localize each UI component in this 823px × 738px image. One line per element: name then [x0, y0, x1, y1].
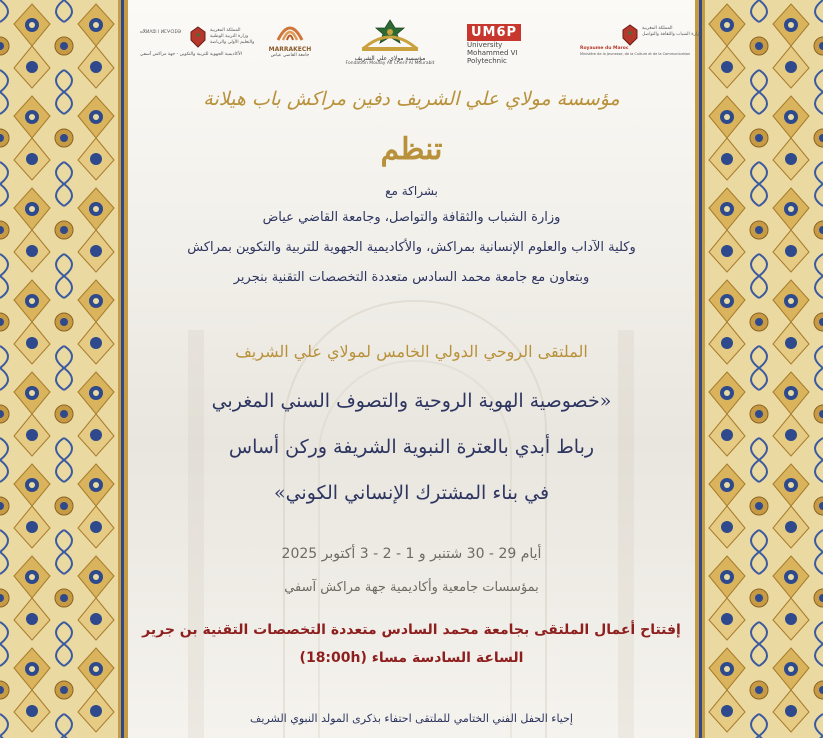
foundation-logo	[340, 18, 440, 66]
marrakech-label: MARRAKECH	[268, 46, 312, 53]
ministry-right-line: Ministère de la Jeunesse, de la Culture et de la Communication	[580, 52, 691, 56]
ministry-left-line: ⴰⴳⵍⴷⵓⵏ ⵏ ⵍⵎⵖⵔⵉⴱ	[140, 30, 182, 35]
event-venues: بمؤسسات جامعية وأكاديمية جهة مراكش آسفي	[284, 580, 539, 595]
event-dates: أيام 29 - 30 شتنبر و 1 - 2 - 3 أكتوبر 2025	[281, 546, 542, 562]
marrakech-arch-icon	[275, 18, 305, 42]
left-ornamental-border	[0, 0, 128, 738]
theme-line: «خصوصية الهوية الروحية والتصوف السني المغربي	[211, 390, 612, 412]
logos-row	[140, 18, 702, 68]
um6p-sub-line: University	[467, 41, 503, 49]
right-ornamental-border	[695, 0, 823, 738]
partners-line: وبتعاون مع جامعة محمد السادس متعددة التخصصات التقنية بنجرير	[233, 270, 590, 285]
partners-line: وكلية الآداب والعلوم الإنسانية بمراكش، والأكاديمية الجهوية للتربية والتكوين بمراكش	[187, 240, 636, 255]
partners-line: وزارة الشباب والثقافة والتواصل، وجامعة القاضي عياض	[262, 210, 561, 225]
ministry-left-line: والتعليم الأولي والرياضة	[210, 40, 255, 45]
partners-intro: بشراكة مع	[385, 184, 438, 198]
left-border-pattern	[0, 0, 128, 738]
organizer-title: مؤسسة مولاي علي الشريف دفين مراكش باب هيلانة	[203, 88, 620, 110]
um6p-sub-line: Mohammed VI	[467, 49, 518, 57]
cadi-ayyad-logo	[268, 18, 312, 66]
theme-line: رباط أبدي بالعترة النبوية الشريفة وركن أساس	[228, 436, 595, 458]
um6p-wordmark: UM6P	[467, 24, 521, 41]
um6p-sub-line: Polytechnic	[467, 57, 507, 65]
theme-line: في بناء المشترك الإنساني الكوني»	[273, 482, 550, 504]
forum-title: الملتقى الروحي الدولي الخامس لمولاي علي الشريف	[235, 342, 588, 361]
foundation-emblem-icon	[358, 18, 422, 52]
coat-of-arms-icon	[188, 26, 208, 48]
ministry-left-line: المملكة المغربية	[210, 28, 241, 33]
foundation-name-fr: Fondation Moulay Ali Cherif Al Mourabit	[345, 61, 435, 66]
ministry-education-logo	[140, 18, 255, 66]
organizes-word: تنظم	[380, 132, 443, 167]
right-border-pattern	[695, 0, 823, 738]
opening-announcement: إفتتاح أعمال الملتقى بجامعة محمد السادس متعددة التخصصات التقنية بن جرير	[142, 622, 681, 638]
opening-time: الساعة السادسة مساء (18:00h)	[299, 650, 524, 666]
marrakech-sub: جامعة القاضي عياض	[270, 53, 310, 58]
um6p-logo	[467, 18, 557, 66]
ministry-right-line: وزارة الشباب والثقافة والتواصل	[642, 32, 702, 37]
closing-note: إحياء الحفل الفني الختامي للملتقى احتفاء بذكرى المولد النبوي الشريف	[250, 712, 573, 725]
coat-of-arms-icon	[620, 24, 640, 46]
ministry-left-line: وزارة التربية الوطنية	[210, 34, 249, 39]
ministry-culture-logo	[580, 18, 702, 66]
ministry-left-line: الأكاديمية الجهوية للتربية والتكوين - جهة مراكش آسفي	[140, 52, 242, 57]
ministry-right-line: Royaume du Maroc	[580, 46, 629, 51]
foundation-name-ar: مؤسسة مولاي علي الشريف	[354, 55, 426, 62]
ministry-right-line: المملكة المغربية	[642, 26, 673, 31]
